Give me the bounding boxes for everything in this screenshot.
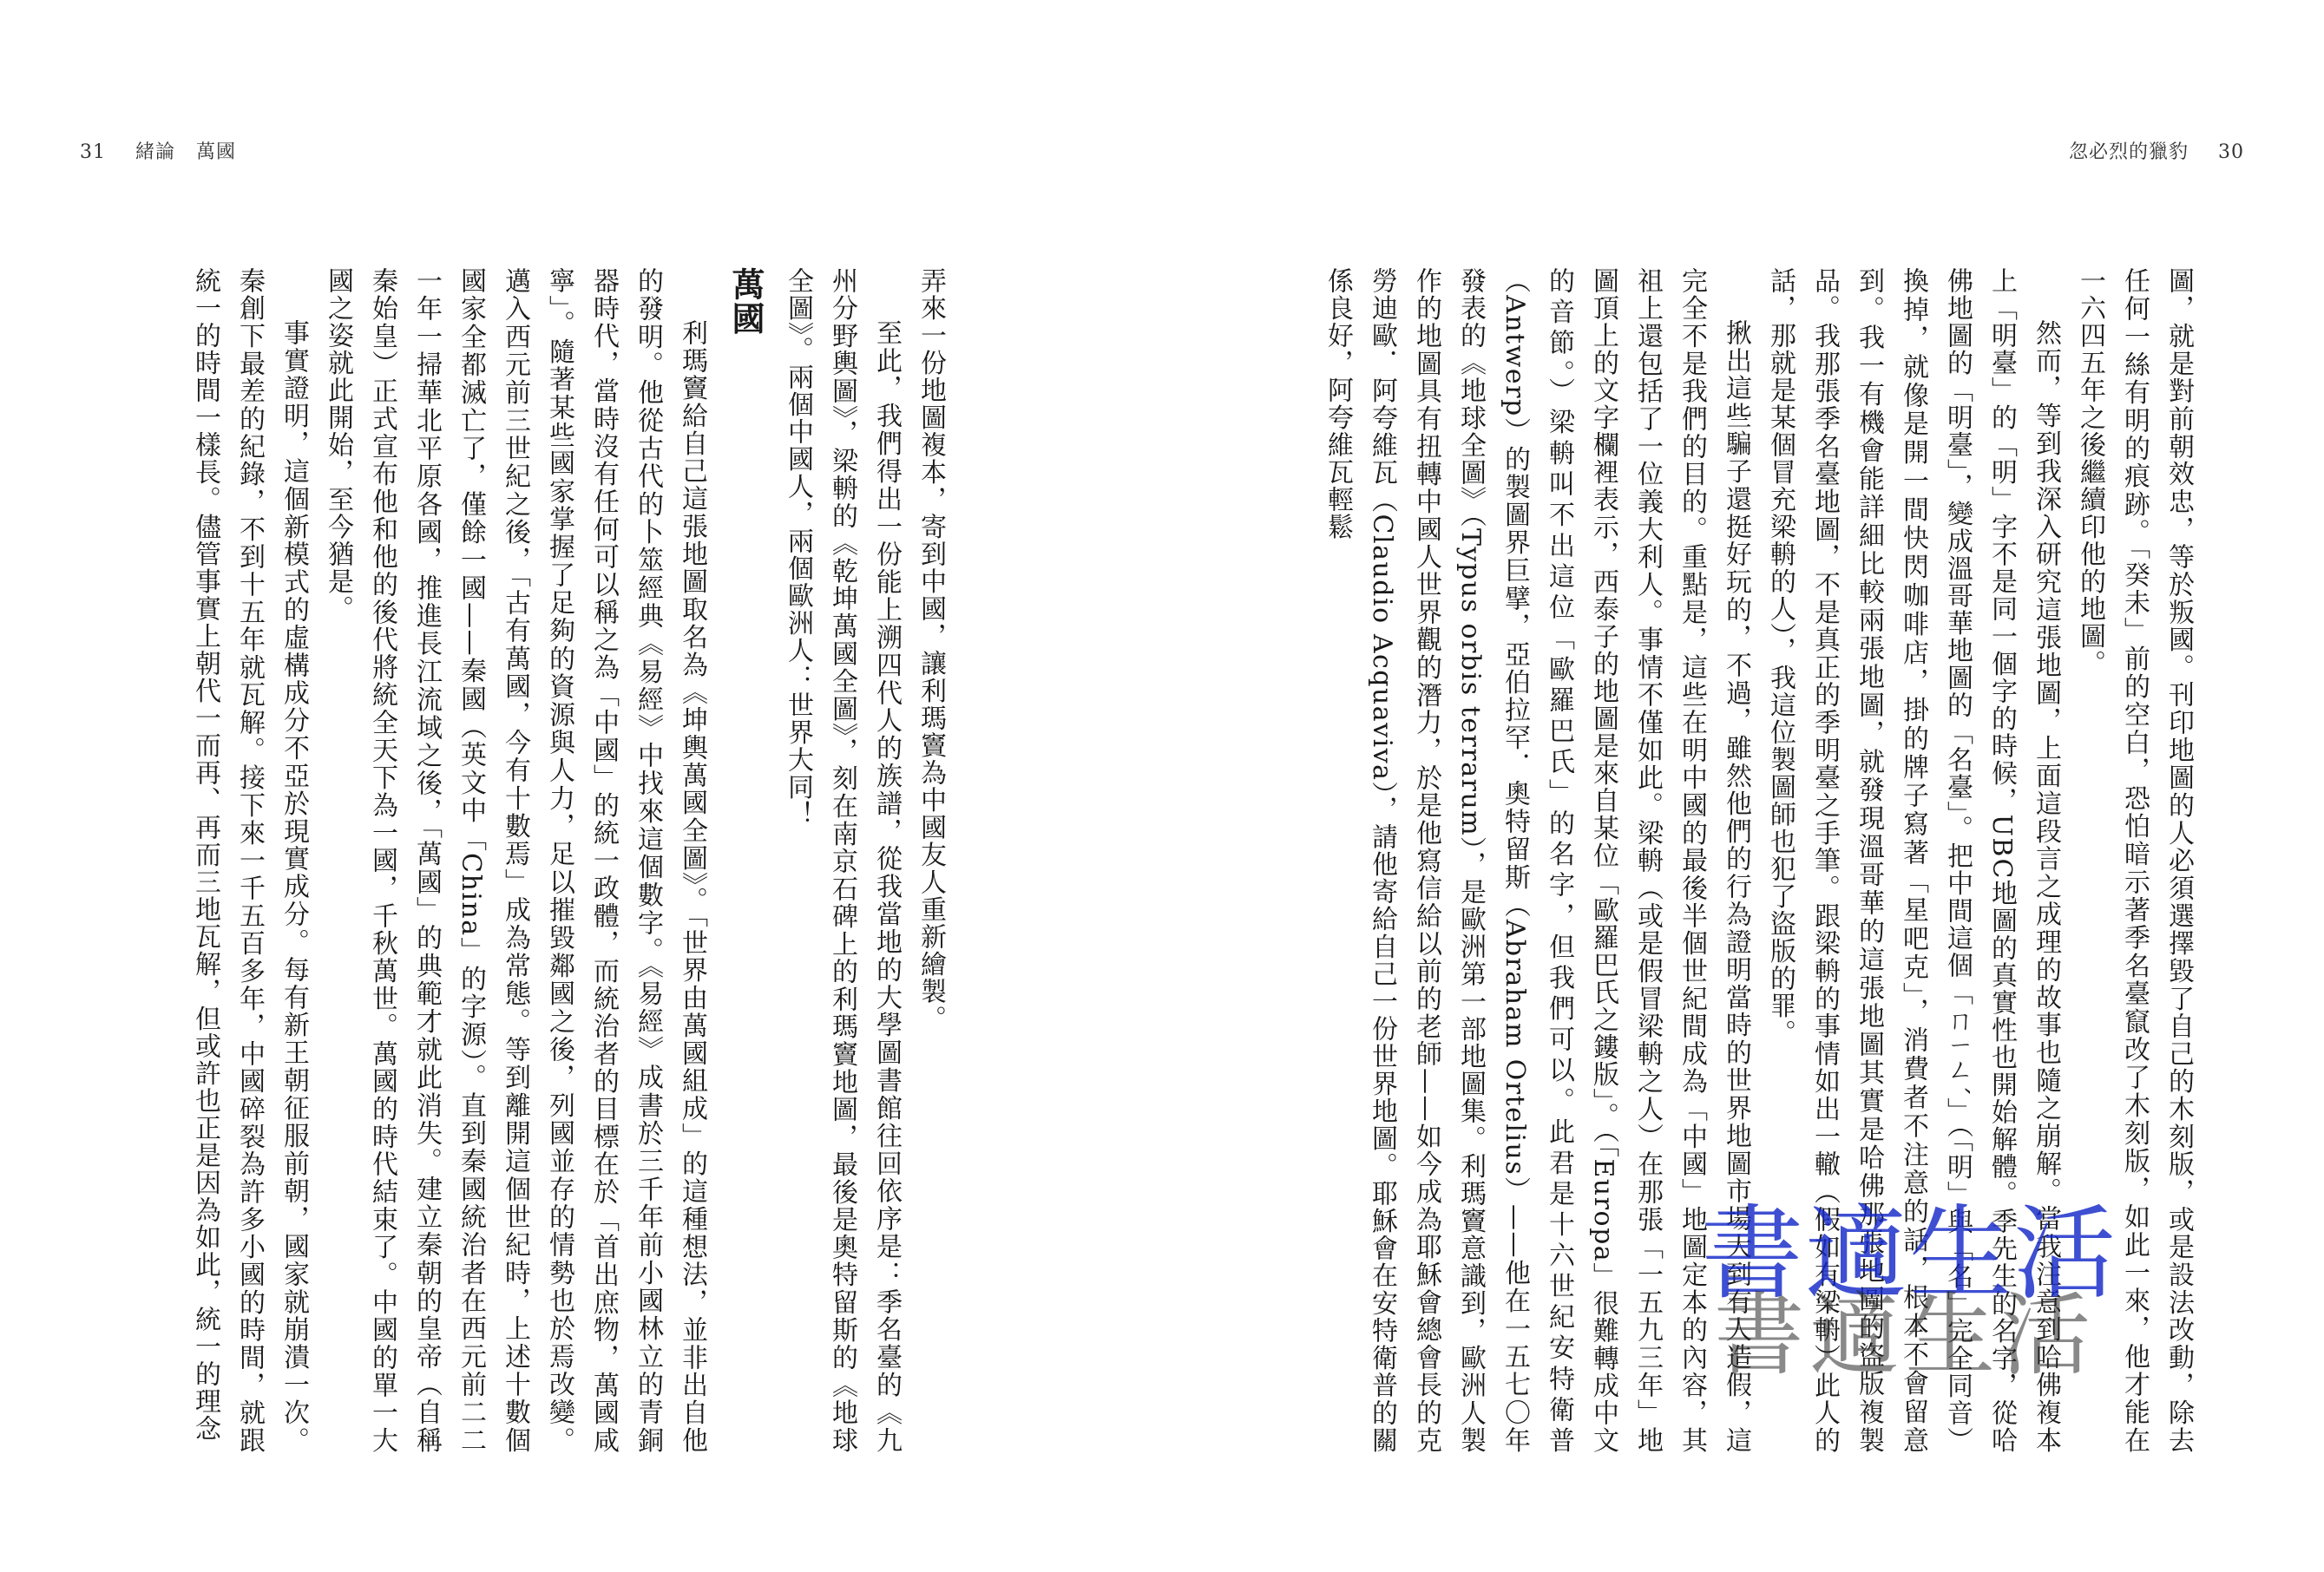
- body-paragraph: 圖，就是對前朝效忠，等於叛國。刊印地圖的人必須選擇毀了自己的木刻版，或是設法改動，除去任何一絲有明的痕跡。「癸未」前的空白，恐怕暗示著季名臺竄改了木刻版，如此一來，他才能在一六四五年之後繼續印他的地圖。: [2075, 267, 2194, 1454]
- right-page-body: [1323, 267, 2201, 1454]
- left-running-head-section: 萬國: [196, 141, 237, 163]
- left-page-number: 31: [80, 141, 106, 163]
- watermark-secondary: 書適生活: [1714, 1282, 2097, 1388]
- watermark-primary: 書適生活: [1701, 1194, 2118, 1313]
- right-page-number: 30: [2218, 141, 2244, 163]
- left-running-head: [80, 137, 236, 164]
- body-paragraph: 利瑪竇給自己這張地圖取名為《坤輿萬國全圖》。「世界由萬國組成」的這種想法，並非出自他的發明。他從古代的卜筮經典《易經》中找來這個數字。《易經》成書於三千年前小國林立的青銅器時代，當時沒有任何可以稱之為「中國」的統一政體，而統治者的目標在於「首出庶物，萬國咸寧」。隨著某些國家掌握了足夠的資源與人力，足以摧毀鄰國之後，列國並存的情勢也於焉改變。邁入西元前三世紀之後，「古有萬國，今有十數焉」成為常態。等到離開這個世紀時，上述十數個國家全都滅亡了，僅餘一國——秦國（英文中「China」的字源）。直到秦國統治者在西元前二二一年一掃華北平原各國，推進長江流域之後，「萬國」的典範才就此消失。建立秦朝的皇帝（自稱秦始皇）正式宣布他和他的後代將統全天下為一國，千秋萬世。萬國的時代結束了。中國的單一大國之姿就此開始，至今猶是。: [323, 267, 707, 1454]
- body-paragraph: 至此，我們得出一份能上溯四代人的族譜，從我當地的大學圖書館往回依序是：季名臺的《九州分野輿圖》，梁輈的《乾坤萬國全圖》，刻在南京石碑上的利瑪竇地圖，最後是奧特留斯的《地球全圖》。兩個中國人，兩個歐洲人：世界大同！: [783, 267, 902, 1454]
- left-page-body: [130, 267, 953, 1454]
- section-heading: 萬國: [726, 267, 765, 336]
- left-running-head-chapter: 緒論: [135, 141, 176, 163]
- body-paragraph: 然而，等到我深入研究這張地圖，上面這段言之成理的故事也隨之崩解。當我注意到哈佛複本上「明臺」的「明」字不是同一個字的時候，UBC地圖的真實性也開始解體。季先生的名字，從哈佛地圖的「明臺」，變成溫哥華地圖的「名臺」。把中間這個「ㄇㄧㄥˊ」（「明」與「名」完全同音）換掉，就像是開一間快閃咖啡店，掛的牌子寫著「星吧克」，消費者不注意的話，根本不會留意到。我一有機會能詳細比較兩張地圖，就發現溫哥華的這張地圖其實是哈佛那張地圖的盜版複製品。我那張季名臺地圖，不是真正的季明臺之手筆。跟梁輈的事情如出一轍（假如有梁輈）此人的話，那就是某個冒充梁輈的人），我這位製圖師也犯了盜版的罪。: [1765, 267, 2061, 1454]
- body-paragraph: 揪出這些騙子還挺好玩的，不過，雖然他們的行為證明當時的世界地圖市場大到有人造假，這完全不是我們的目的。重點是，這些在明中國的最後半個世紀間成為「中國」地圖定本的內容，其祖上還包括了一位義大利人。事情不僅如此。梁輈（或是假冒梁輈之人）在那張「一五九三年」地圖頂上的文字欄裡表示，西泰子的地圖是來自某位「歐羅巴氏之鏤版」。（「Europa」很難轉成中文的音節。）梁輈叫不出這位「歐羅巴氏」的名字，但我們可以。此君是十六世紀安特衛普（Antwerp）的製圖界巨擘，亞伯拉罕．奧特留斯（Abraham Ortelius）——他在一五七〇年發表的《地球全圖》（Typus orbis terrarum），是歐洲第一部地圖集。利瑪竇意識到，歐洲人製作的地圖具有扭轉中國人世界觀的潛力，於是他寫信給以前的老師——如今成為耶穌會總會長的克勞迪歐．阿夸維瓦（Claudio Acquaviva），請他寄給自己一份世界地圖。耶穌會在安特衛普的關係良好，阿夸維瓦輕鬆: [1323, 267, 1751, 1454]
- body-paragraph: 弄來一份地圖複本，寄到中國，讓利瑪竇為中國友人重新繪製。: [916, 267, 946, 1032]
- body-paragraph: 事實證明，這個新模式的虛構成分不亞於現實成分。每有新王朝征服前朝，國家就崩潰一次。秦創下最差的紀錄，不到十五年就瓦解。接下來一千五百多年，中國碎裂為許多小國的時間，就跟統一的時間一樣長。儘管事實上朝代一而再、再而三地瓦解，但或許也正是因為如此，統一的理念: [190, 267, 309, 1454]
- right-running-head: [2069, 137, 2244, 164]
- right-running-head-title: 忽必烈的獵豹: [2068, 141, 2189, 163]
